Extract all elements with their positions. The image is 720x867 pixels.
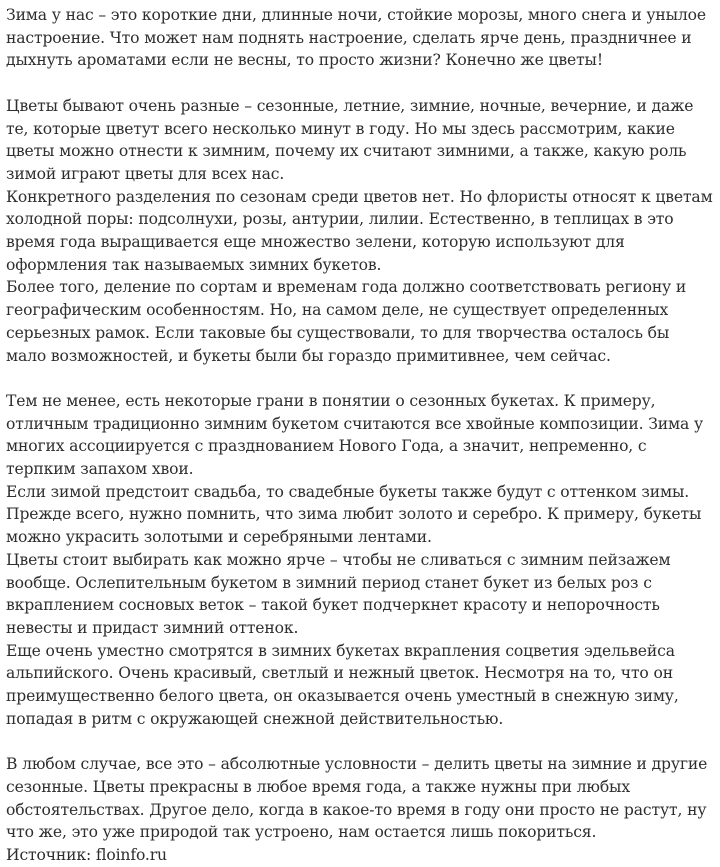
paragraph-conifer: Тем не менее, есть некоторые грани в понятии о сезонных букетах. К примеру, отличным традиционно зимним букетом считаются все хвойные композиции. Зима у многих ассоциируется с празднованием Нового Года, а значит, непременно, с терпким запахом хвои. xyxy=(6,391,703,479)
paragraph-spacer xyxy=(6,367,714,390)
paragraph-spacer xyxy=(6,730,714,753)
paragraph-seasons: Конкретного разделения по сезонам среди цветов нет. Но флористы относят к цветам холодной поры: подсолнухи, розы, антурии, лилии. Естественно, в теплицах в это время года выращивается еще множество зелени, которую используют для оформления так называемых зимних букетов. xyxy=(6,187,713,274)
paragraph-spacer xyxy=(6,72,714,95)
paragraph-conclusion: В любом случае, все это – абсолютные условности – делить цветы на зимние и другие сезонные. Цветы прекрасны в любое время года, а также нужны при любых обстоятельствах. Другое дело, когда в какое-то время в году они просто не растут, ну что же, это уже природой так устроено, нам остается лишь покориться. xyxy=(6,755,708,842)
paragraph-flower-types: Цветы бывают очень разные – сезонные, летние, зимние, ночные, вечерние, и даже те, которые цветут всего несколько минут в году. Но мы здесь рассмотрим, какие цветы можно отнести к зимним, почему их считают зимними, а также, какую роль зимой играют цветы для всех нас. xyxy=(6,96,694,183)
intro-paragraph: Зима у нас – это короткие дни, длинные ночи, стойкие морозы, много снега и унылое настроение. Что может нам поднять настроение, сделать ярче день, праздничнее и дыхнуть ароматами если не весны, то просто жизни? Конечно же цветы! xyxy=(6,6,706,70)
paragraph-edelweiss: Еще очень уместно смотрятся в зимних букетах вкрапления соцветия эдельвейса альпийского. Очень красивый, светлый и нежный цветок. Несмотря на то, что он преимущественно белого цвета, он оказывается очень уместный в снежную зиму, попадая в ритм с окружающей снежной действительностью. xyxy=(6,641,679,728)
paragraph-bright-flowers: Цветы стоит выбирать как можно ярче – чтобы не сливаться с зимним пейзажем вообще. Ослепительным букетом в зимний период станет букет из белых роз с вкраплением сосновых веток – такой букет подчеркнет красоту и непорочность невесты и придаст зимний оттенок. xyxy=(6,550,671,637)
paragraph-wedding: Если зимой предстоит свадьба, то свадебные букеты также будут с оттенком зимы. Прежде всего, нужно помнить, что зима любит золото и серебро. К примеру, букеты можно украсить золотыми и серебряными лентами. xyxy=(6,482,702,547)
source-credit: Источник: floinfo.ru xyxy=(6,845,167,864)
paragraph-regions: Более того, деление по сортам и временам года должно соответствовать региону и географическим особенностям. Но, на самом деле, не существует определенных серьезных рамок. Если таковые бы существовали, то для творчества осталось бы мало возможностей, и букеты были бы гораздо примитивнее, чем сейчас. xyxy=(6,278,687,365)
